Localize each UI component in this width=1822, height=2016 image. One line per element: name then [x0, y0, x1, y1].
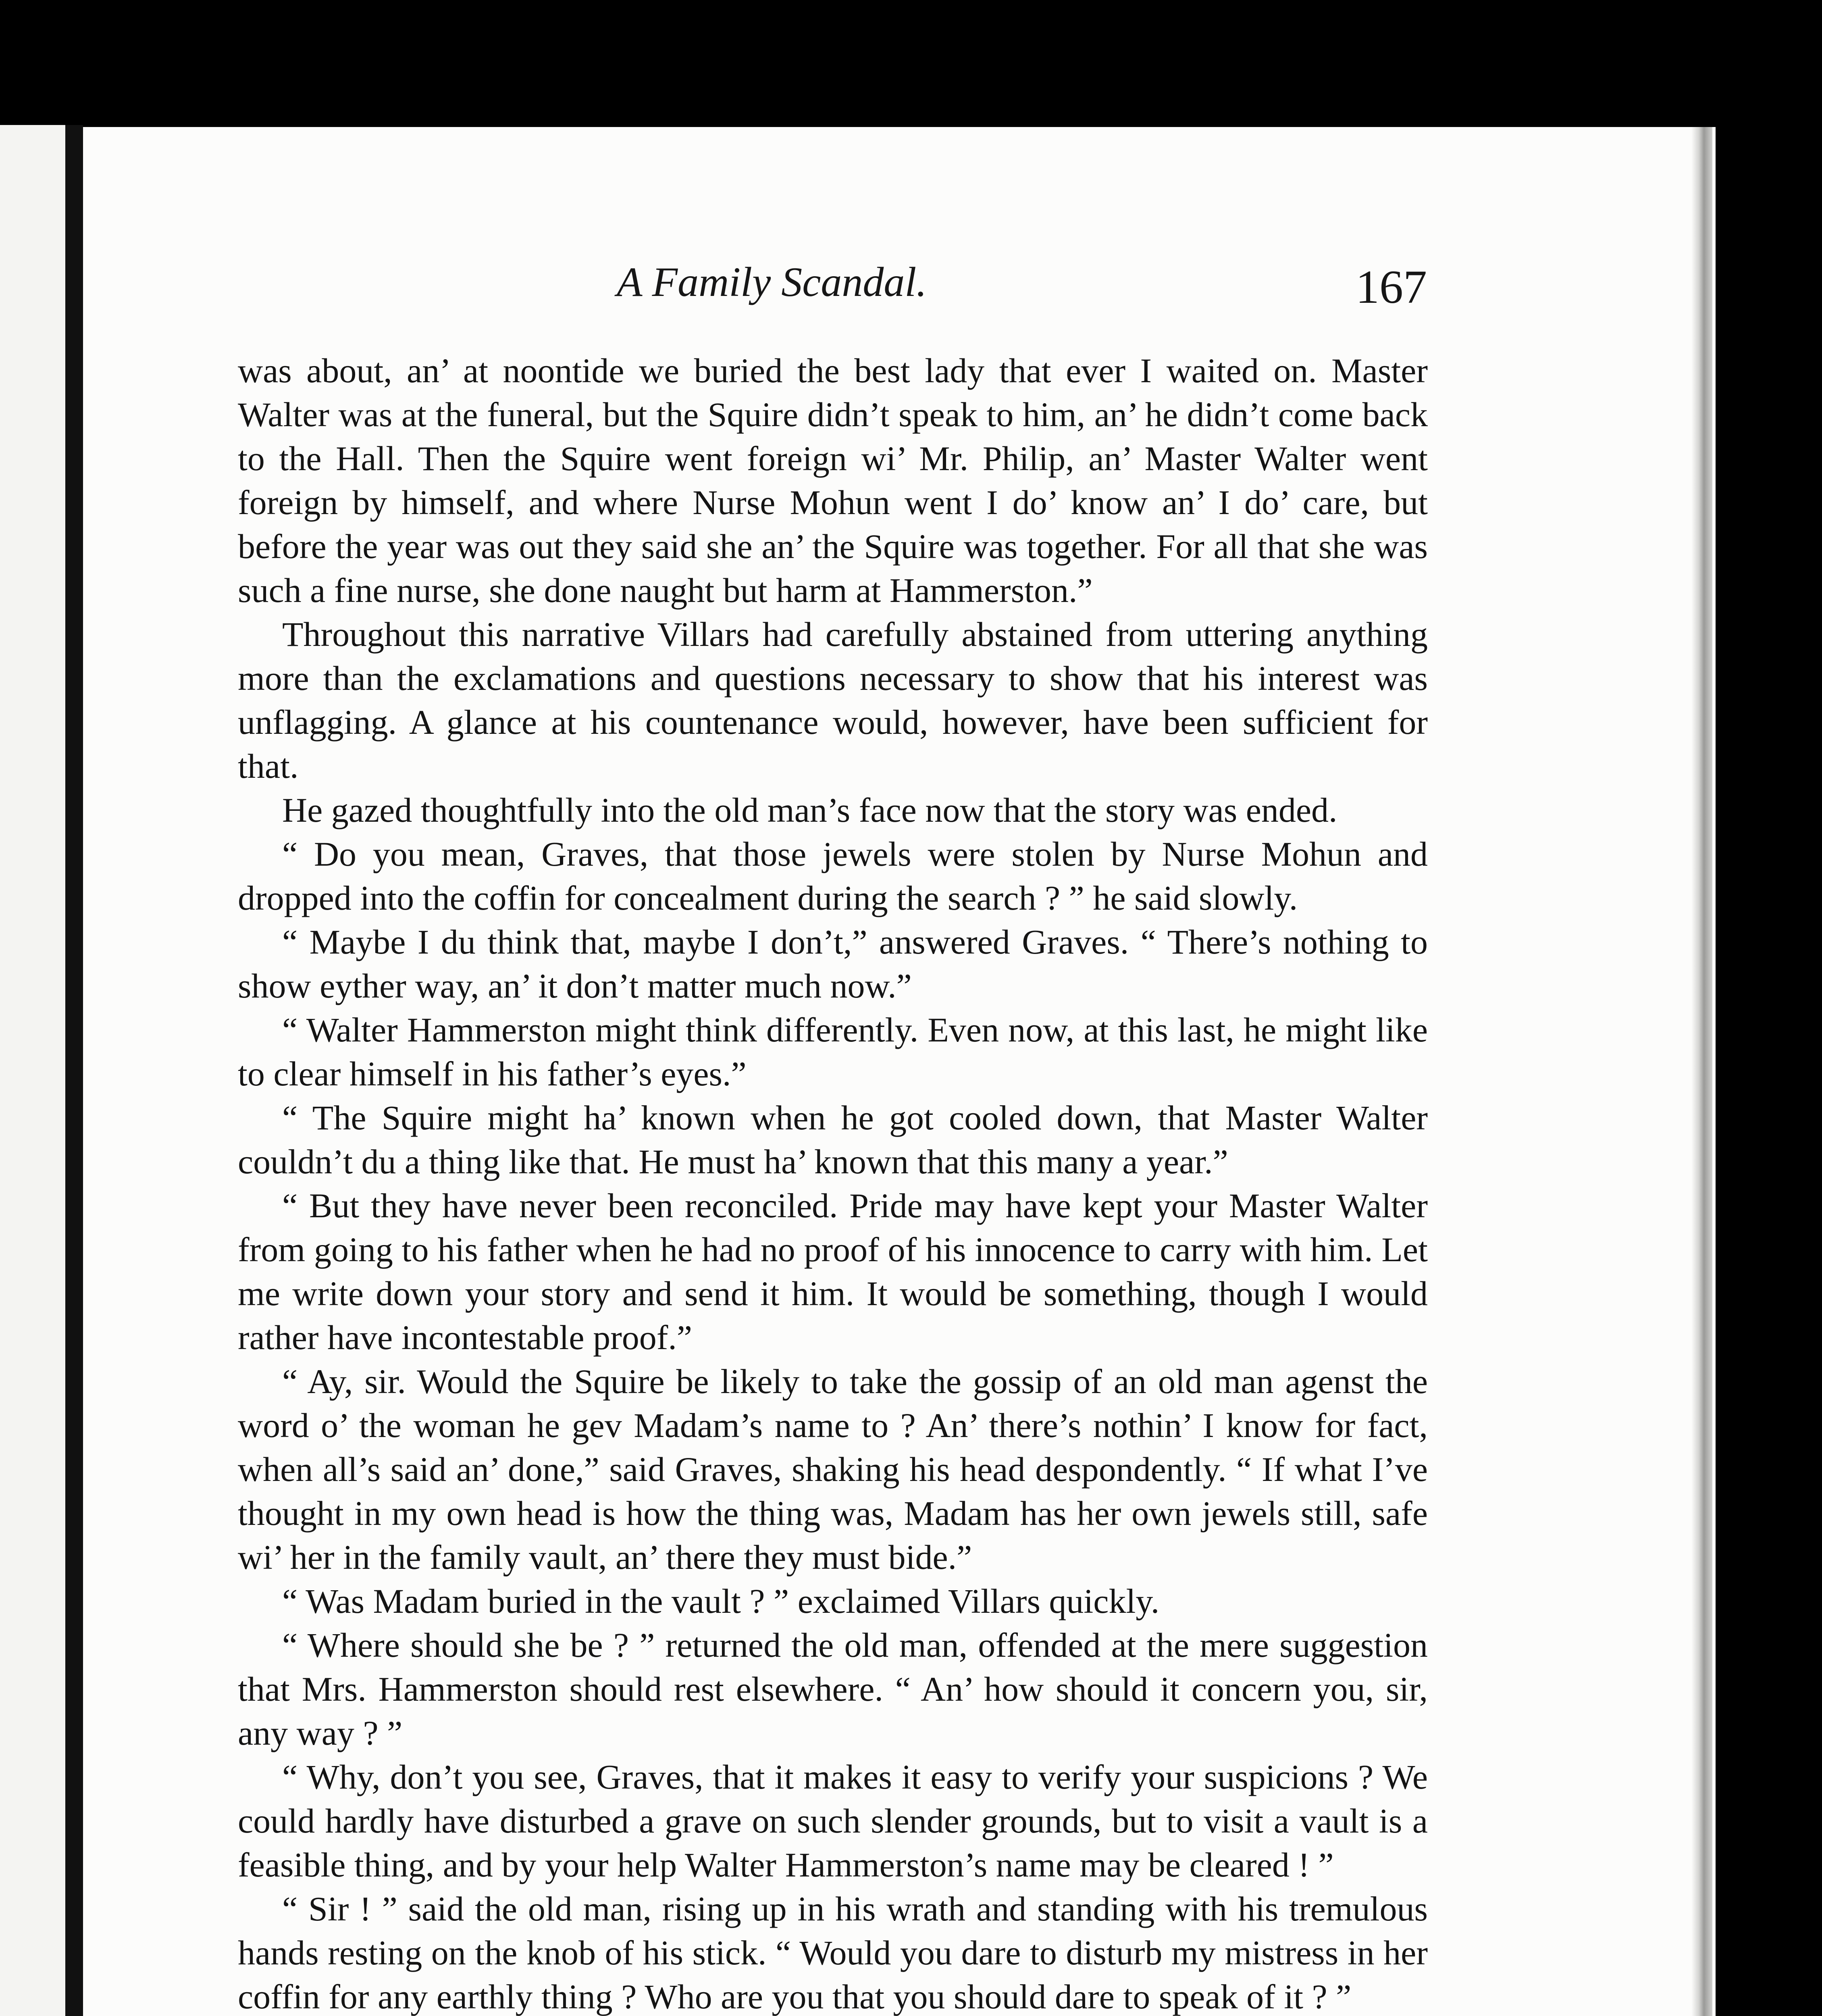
- paragraph: “ But they have never been reconciled. Pride may have kept your Master Walter from going to his father when he had no proof of his innocence to carry with him. Let me write down your story and send it him. It would be something, though I would rather have incontestable proof.”: [238, 1186, 1428, 1357]
- paragraph: “ The Squire might ha’ known when he got cooled down, that Master Walter couldn’t du a thing like that. He must ha’ known that this many a year.”: [238, 1098, 1428, 1181]
- page-right-edge: [1691, 127, 1712, 2016]
- paragraph: “ Maybe I du think that, maybe I don’t,” answered Graves. “ There’s nothing to show eyther way, an’ it don’t matter much now.”: [238, 923, 1428, 1005]
- body-text: [238, 349, 1428, 2016]
- running-head: [238, 258, 1447, 323]
- paragraph: He gazed thoughtfully into the old man’s face now that the story was ended.: [282, 791, 1337, 829]
- paragraph: was about, an’ at noontide we buried the best lady that ever I waited on. Master Walter was at the funeral, but the Squire didn’t speak to him, an’ he didn’t come back to the Hall. Then the Squire went foreign wi’ Mr. Philip, an’ Master Walter went foreign by himself, and where Nurse Mohun went I do’ know an’ I do’ care, but before the year was out they said she an’ the Squire was together. For all that she was such a fine nurse, she done naught but harm at Hammerston.”: [238, 351, 1428, 610]
- paragraph: “ Ay, sir. Would the Squire be likely to take the gossip of an old man agenst the word o’ the woman he gev Madam’s name to ? An’ there’s nothin’ I know for fact, when all’s said an’ done,” said Graves, shaking his head despondently. “ If what I’ve thought in my own head is how the thing was, Madam has her own jewels still, safe wi’ her in the family vault, an’ there they must bide.”: [238, 1362, 1428, 1577]
- paragraph: “ Sir ! ” said the old man, rising up in his wrath and standing with his tremulous hands resting on the knob of his stick. “ Would you dare to disturb my mistress in her coffin for any earthly thing ? Who are you that you should dare to speak of it ? ”: [238, 1889, 1428, 2016]
- paragraph: “ Walter Hammerston might think differently. Even now, at this last, he might like to clear himself in his father’s eyes.”: [238, 1010, 1428, 1093]
- paragraph: “ Was Madam buried in the vault ? ” exclaimed Villars quickly.: [282, 1582, 1160, 1620]
- paragraph: “ Where should she be ? ” returned the old man, offended at the mere suggestion that Mrs. Hammerston should rest elsewhere. “ An’ how should it concern you, sir, any way ? ”: [238, 1626, 1428, 1752]
- paragraph: “ Why, don’t you see, Graves, that it makes it easy to verify your suspicions ? We could hardly have disturbed a grave on such slender grounds, but to visit a vault is a feasible thing, and by your help Walter Hammerston’s name may be cleared ! ”: [238, 1758, 1428, 1884]
- previous-page-sliver: [0, 125, 69, 2016]
- running-title: A Family Scandal.: [617, 259, 927, 305]
- paragraph: “ Do you mean, Graves, that those jewels were stolen by Nurse Mohun and dropped into the coffin for concealment during the search ? ” he said slowly.: [238, 835, 1428, 917]
- page-gutter: [65, 125, 83, 2016]
- paragraph: Throughout this narrative Villars had carefully abstained from uttering anything more than the exclamations and questions necessary to show that his interest was unflagging. A glance at his countenance would, however, have been sufficient for that.: [238, 615, 1428, 785]
- page-number: 167: [1356, 260, 1427, 313]
